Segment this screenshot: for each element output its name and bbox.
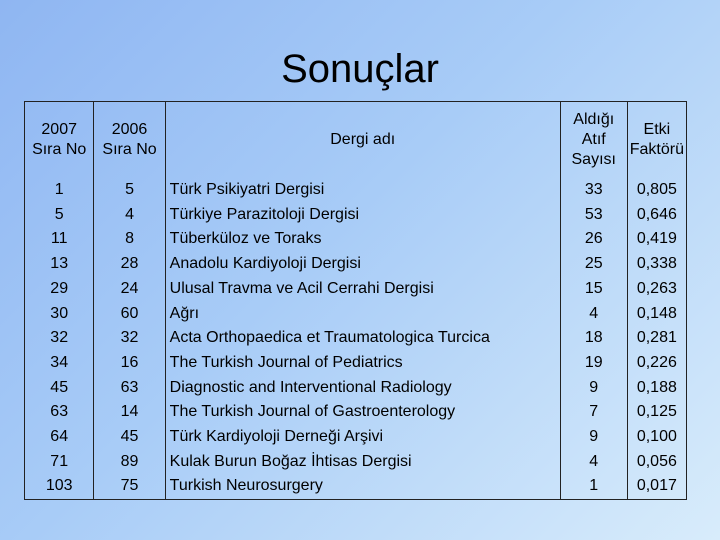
header-rank-2007-year: 2007 (41, 121, 77, 138)
cell-journal: Anadolu Kardiyoloji Dergisi (165, 252, 560, 277)
cell-journal: Tüberküloz ve Toraks (165, 227, 560, 252)
cell-rank-2006: 24 (94, 277, 165, 302)
header-impact-line2: Faktörü (629, 141, 684, 158)
cell-citations: 7 (560, 400, 627, 425)
cell-rank-2007: 30 (25, 302, 94, 327)
table-row (25, 474, 687, 499)
cell-rank-2006: 16 (94, 351, 165, 376)
cell-journal: Türk Psikiyatri Dergisi (165, 178, 560, 203)
header-citations-line3: Sayısı (571, 151, 616, 168)
header-citations-line2: Atıf (581, 131, 606, 148)
cell-rank-2006: 89 (94, 450, 165, 475)
header-impact (627, 102, 686, 179)
cell-citations: 4 (560, 302, 627, 327)
cell-citations: 4 (560, 450, 627, 475)
slide-title: Sonuçlar (281, 47, 439, 91)
table-row (25, 277, 687, 302)
cell-impact: 0,100 (627, 425, 686, 450)
table-row (25, 252, 687, 277)
table-row (25, 178, 687, 203)
table-row (25, 376, 687, 401)
cell-citations: 9 (560, 376, 627, 401)
cell-rank-2007: 11 (25, 227, 94, 252)
cell-rank-2007: 103 (25, 474, 94, 499)
cell-citations: 26 (560, 227, 627, 252)
cell-rank-2007: 34 (25, 351, 94, 376)
table-row (25, 450, 687, 475)
cell-rank-2006: 32 (94, 326, 165, 351)
cell-citations: 33 (560, 178, 627, 203)
cell-impact: 0,148 (627, 302, 686, 327)
cell-citations: 18 (560, 326, 627, 351)
cell-journal: Turkish Neurosurgery (165, 474, 560, 499)
cell-rank-2006: 60 (94, 302, 165, 327)
cell-rank-2007: 71 (25, 450, 94, 475)
table-row (25, 302, 687, 327)
cell-rank-2006: 28 (94, 252, 165, 277)
cell-impact: 0,419 (627, 227, 686, 252)
cell-journal: Kulak Burun Boğaz İhtisas Dergisi (165, 450, 560, 475)
cell-rank-2007: 5 (25, 203, 94, 228)
cell-impact: 0,646 (627, 203, 686, 228)
results-table (24, 101, 687, 500)
cell-journal: Ulusal Travma ve Acil Cerrahi Dergisi (165, 277, 560, 302)
cell-journal: Ağrı (165, 302, 560, 327)
cell-rank-2006: 8 (94, 227, 165, 252)
cell-citations: 25 (560, 252, 627, 277)
header-impact-line1: Etki (643, 121, 671, 138)
cell-impact: 0,338 (627, 252, 686, 277)
header-citations-line1: Aldığı (573, 111, 615, 128)
cell-rank-2007: 13 (25, 252, 94, 277)
cell-citations: 53 (560, 203, 627, 228)
cell-citations: 9 (560, 425, 627, 450)
cell-rank-2007: 29 (25, 277, 94, 302)
header-rank-2006-label: Sıra No (102, 141, 157, 158)
cell-impact: 0,125 (627, 400, 686, 425)
cell-journal: The Turkish Journal of Gastroenterology (165, 400, 560, 425)
cell-rank-2007: 32 (25, 326, 94, 351)
cell-rank-2007: 64 (25, 425, 94, 450)
header-rank-2006 (94, 102, 165, 179)
cell-rank-2006: 75 (94, 474, 165, 499)
cell-journal: Diagnostic and Interventional Radiology (165, 376, 560, 401)
cell-citations: 19 (560, 351, 627, 376)
table-row (25, 400, 687, 425)
cell-impact: 0,281 (627, 326, 686, 351)
table-header-row (25, 102, 687, 179)
header-rank-2007-label: Sıra No (32, 141, 87, 158)
cell-rank-2007: 63 (25, 400, 94, 425)
cell-rank-2006: 63 (94, 376, 165, 401)
table-row (25, 326, 687, 351)
cell-impact: 0,263 (627, 277, 686, 302)
cell-impact: 0,056 (627, 450, 686, 475)
cell-impact: 0,017 (627, 474, 686, 499)
cell-journal: Türk Kardiyoloji Derneği Arşivi (165, 425, 560, 450)
cell-journal: The Turkish Journal of Pediatrics (165, 351, 560, 376)
cell-impact: 0,188 (627, 376, 686, 401)
table-row (25, 351, 687, 376)
cell-rank-2006: 45 (94, 425, 165, 450)
header-rank-2007 (25, 102, 94, 179)
cell-rank-2007: 1 (25, 178, 94, 203)
cell-impact: 0,805 (627, 178, 686, 203)
header-citations (560, 102, 627, 179)
cell-rank-2007: 45 (25, 376, 94, 401)
cell-rank-2006: 14 (94, 400, 165, 425)
header-journal: Dergi adı (165, 102, 560, 179)
cell-citations: 1 (560, 474, 627, 499)
header-rank-2006-year: 2006 (111, 121, 148, 138)
cell-citations: 15 (560, 277, 627, 302)
cell-impact: 0,226 (627, 351, 686, 376)
table-row (25, 425, 687, 450)
table-row (25, 227, 687, 252)
cell-journal: Türkiye Parazitoloji Dergisi (165, 203, 560, 228)
cell-rank-2006: 4 (94, 203, 165, 228)
table-row (25, 203, 687, 228)
cell-journal: Acta Orthopaedica et Traumatologica Turcica (165, 326, 560, 351)
cell-rank-2006: 5 (94, 178, 165, 203)
